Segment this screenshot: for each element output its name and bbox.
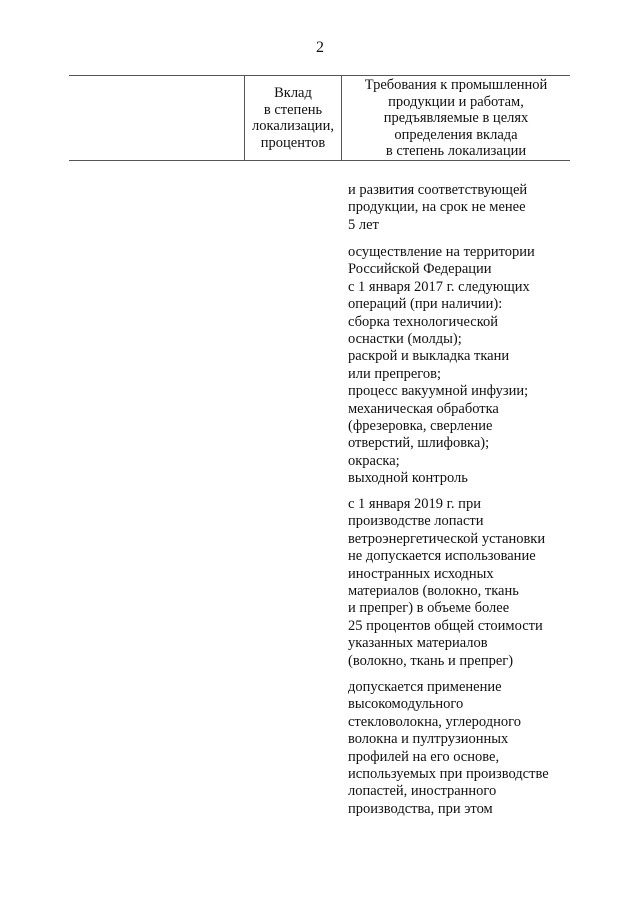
header-text-line: предъявляемые в целях	[383, 110, 529, 127]
header-text-line: Вклад	[274, 85, 312, 101]
paragraph-line: используемых при производстве	[348, 766, 549, 783]
paragraph-line: 25 процентов общей стоимости	[348, 617, 543, 634]
paragraph-line: Российской Федерации	[348, 261, 492, 278]
paragraph-line: высокомодульного	[348, 696, 464, 713]
paragraph-line: или препрегов;	[348, 365, 441, 382]
header-text-line: Требования к промышленной	[364, 77, 548, 93]
paragraph-line: и развития соответствующей	[348, 182, 528, 198]
paragraph-line: с 1 января 2019 г. при	[348, 496, 481, 512]
paragraph-line: (фрезеровка, сверление	[348, 418, 493, 435]
paragraph-line: ветроэнергетической установки	[348, 530, 546, 547]
paragraph-line: с 1 января 2017 г. следующих	[348, 278, 530, 295]
paragraph-line: окраска;	[348, 452, 400, 469]
paragraph-line: 5 лет	[348, 216, 379, 233]
paragraph-line: производстве лопасти	[348, 513, 484, 530]
contribution-column-header	[245, 85, 341, 151]
paragraph-line: материалов (волокно, ткань	[348, 583, 519, 600]
paragraph-line: (волокно, ткань и препрег)	[348, 652, 514, 669]
header-text-line: продукции и работам,	[388, 93, 524, 110]
table-header-top-border	[69, 75, 570, 76]
header-text-line: локализации,	[252, 118, 334, 135]
header-text-line: определения вклада	[394, 126, 518, 143]
requirements-column-header	[342, 77, 570, 160]
paragraph-line: оснастки (молды);	[348, 331, 462, 348]
paragraph-line: не допускается использование	[348, 548, 536, 565]
header-text-line: процентов	[260, 134, 326, 151]
paragraph-line: отверстий, шлифовка);	[348, 435, 490, 452]
paragraph-line: раскрой и выкладка ткани	[348, 348, 510, 365]
paragraph-line: стекловолокна, углеродного	[348, 713, 521, 730]
requirement-paragraph-continuation	[348, 182, 578, 234]
paragraph-line: механическая обработка	[348, 400, 499, 417]
paragraph-line: волокна и пултрузионных	[348, 731, 509, 748]
paragraph-line: иностранных исходных	[348, 565, 494, 582]
requirement-paragraph-operations	[348, 244, 578, 488]
paragraph-line: производства, при этом	[348, 800, 493, 817]
paragraph-line: указанных материалов	[348, 635, 488, 652]
paragraph-line: профилей на его основе,	[348, 748, 500, 765]
paragraph-line: операций (при наличии):	[348, 296, 503, 313]
table-header-bottom-border	[69, 160, 570, 161]
paragraph-line: продукции, на срок не менее	[348, 199, 526, 216]
paragraph-line: осуществление на территории	[348, 244, 535, 260]
paragraph-line: и препрег) в объеме более	[348, 600, 510, 617]
page-number: 2	[316, 39, 324, 56]
paragraph-line: сборка технологической	[348, 313, 499, 330]
requirement-paragraph-allowed-materials	[348, 679, 578, 818]
header-text-line: в степень локализации	[385, 143, 527, 160]
paragraph-line: допускается применение	[348, 679, 502, 695]
paragraph-line: процесс вакуумной инфузии;	[348, 383, 529, 400]
header-text-line: в степень	[263, 101, 323, 118]
requirement-paragraph-foreign-materials	[348, 496, 578, 670]
paragraph-line: выходной контроль	[348, 470, 468, 487]
paragraph-line: лопастей, иностранного	[348, 783, 497, 800]
